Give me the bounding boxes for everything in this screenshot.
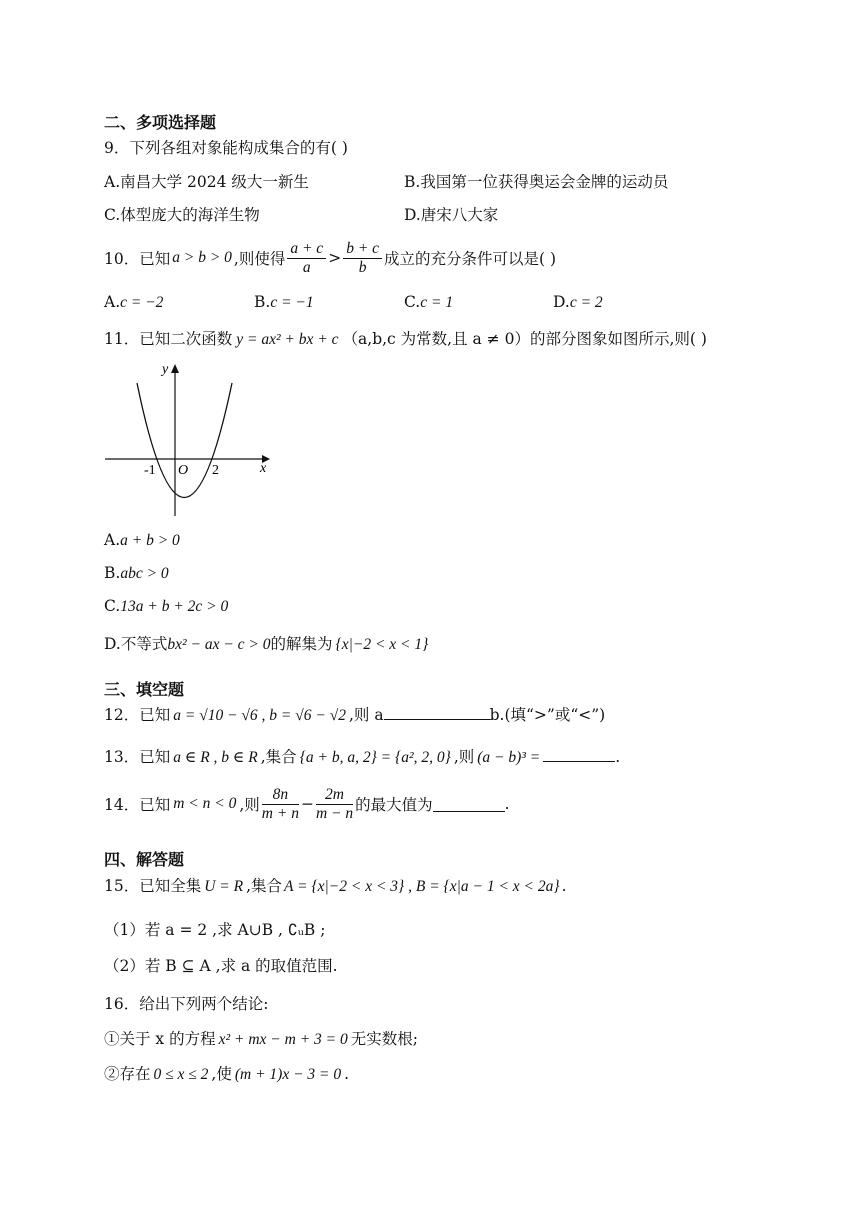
parabola-graph: [100, 358, 280, 520]
q11-stem: 11．已知二次函数 y = ax² + bx + c （a,b,c 为常数,且 a ≠ 0）的部分图象如图所示,则( ): [104, 330, 707, 348]
q13-stem: 13．已知 a ∈ R , b ∈ R ,集合 {a + b, a, 2} = {a², 2, 0} ,则 (a − b)³ = .: [104, 748, 621, 766]
x-axis-label: x: [260, 461, 267, 476]
q10-stem: 10．已知 a > b > 0 ,则使得 $\frac{a + c}{a}$ > $\frac{b + c}{b}$ 成立的充分条件可以是( ): [104, 239, 557, 276]
q14-blank[interactable]: [433, 797, 505, 812]
section-3-heading: 三、填空题: [104, 680, 185, 699]
q9-option-d: D.唐宋八大家: [404, 206, 499, 224]
q12-stem: 12．已知 a = √10 − √6 , b = √6 − √2 ,则 a b.(填“>”或“<”): [104, 706, 606, 724]
q11-option-b: B.abc > 0: [104, 564, 169, 582]
q13-blank[interactable]: [543, 747, 615, 762]
q11-option-a: A.a + b > 0: [104, 531, 180, 549]
q10-fraction-2: $\frac{b + c}{b}$: [343, 240, 382, 277]
q15-part-1: （1）若 a = 2 ,求 A∪B , ∁ᵤB ;: [104, 921, 326, 939]
q14-fraction-2: $\frac{2m}{m - n}$: [315, 785, 354, 822]
q16-stem: 16．给出下列两个结论:: [104, 995, 269, 1013]
q9-stem: 9．下列各组对象能构成集合的有( ): [104, 139, 348, 157]
root-2-label: 2: [212, 463, 219, 478]
q10-option-d: D.c = 2: [553, 293, 603, 311]
origin-label: O: [178, 463, 189, 478]
q16-conclusion-2: ②存在 0 ≤ x ≤ 2 ,使 (m + 1)x − 3 = 0 .: [104, 1065, 350, 1083]
q10-fraction-1: $\frac{a + c}{a}$: [287, 240, 326, 277]
q15-part-2: （2）若 B ⊆ A ,求 a 的取值范围.: [104, 957, 338, 975]
q11-option-d: D.不等式bx² − ax − c > 0的解集为 {x|−2 < x < 1}: [104, 635, 429, 653]
q9-option-a: A.南昌大学 2024 级大一新生: [104, 173, 309, 191]
q15-stem: 15．已知全集 U = R ,集合 A = {x|−2 < x < 3} , B = {x|a − 1 < x < 2a} .: [104, 877, 567, 895]
q12-blank[interactable]: [384, 705, 490, 720]
q11-option-c: C.13a + b + 2c > 0: [104, 597, 229, 615]
q16-conclusion-1: ①关于 x 的方程 x² + mx − m + 3 = 0 无实数根;: [104, 1030, 418, 1048]
q10-option-b: B.c = −1: [254, 293, 314, 311]
section-4-heading: 四、解答题: [104, 850, 185, 869]
q14-fraction-1: $\frac{8n}{m + n}$: [261, 785, 299, 822]
section-2-heading: 二、多项选择题: [104, 113, 217, 132]
q9-option-c: C.体型庞大的海洋生物: [104, 206, 260, 224]
q10-option-a: A.c = −2: [104, 293, 164, 311]
y-axis-label: y: [162, 362, 169, 377]
q9-option-b: B.我国第一位获得奥运会金牌的运动员: [404, 173, 669, 191]
q14-stem: 14．已知 m < n < 0 ,则 $\frac{8n}{m + n}$ − $\frac{2m}{m - n}$ 的最大值为 .: [104, 785, 510, 822]
root-neg1-label: -1: [144, 463, 156, 478]
q10-option-c: C.c = 1: [404, 293, 454, 311]
